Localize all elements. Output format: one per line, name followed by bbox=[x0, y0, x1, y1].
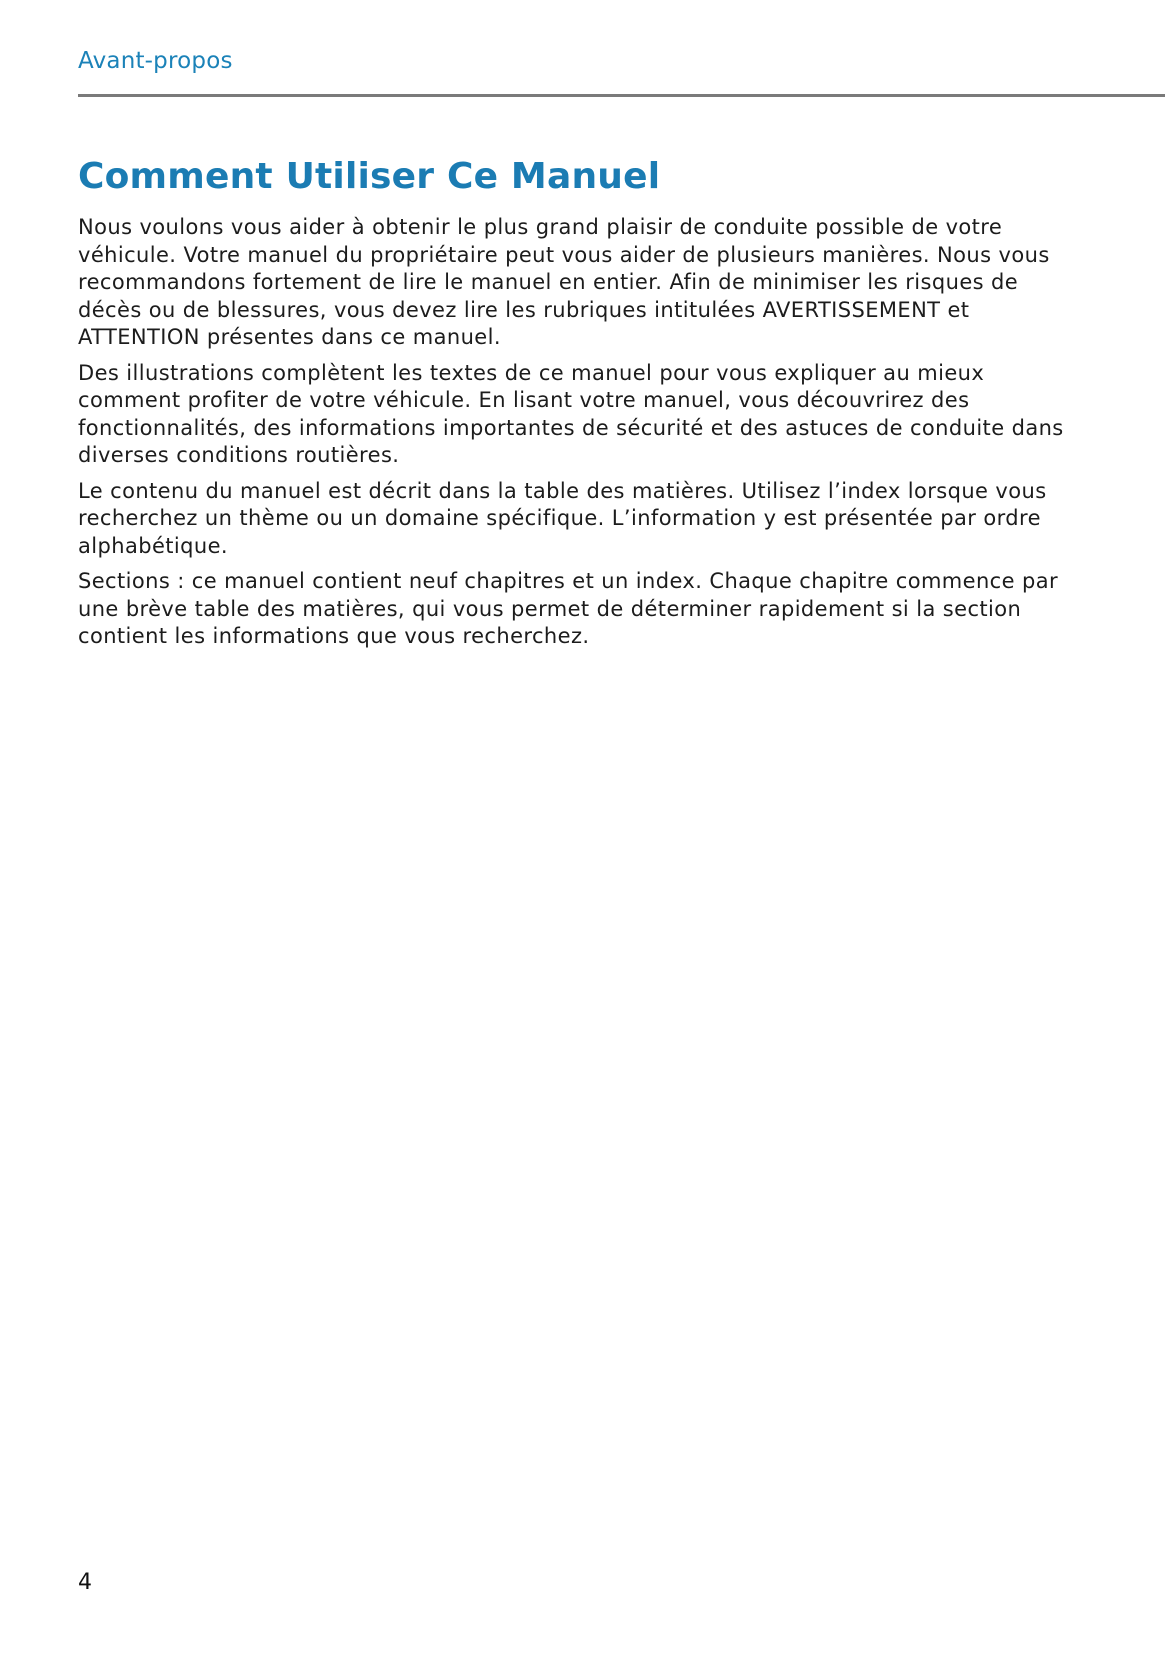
page-title: Comment Utiliser Ce Manuel bbox=[78, 156, 661, 197]
page-number: 4 bbox=[78, 1570, 92, 1595]
running-header-section: Avant-propos bbox=[78, 48, 233, 74]
paragraph-sections: Sections : ce manuel contient neuf chapitres et un index. Chaque chapitre commence par une brève table des matières, qui vous permet de déterminer rapidement si la section contient les informations que vous recherchez. bbox=[78, 569, 1059, 648]
paragraph-contents: Le contenu du manuel est décrit dans la table des matières. Utilisez l’index lorsque vous recherchez un thème ou un domaine spécifique. L’information y est présentée par ordre alphabétique. bbox=[78, 478, 1047, 558]
paragraph-intro: Nous voulons vous aider à obtenir le plus grand plaisir de conduite possible de votre véhicule. Votre manuel du propriétaire peut vous aider de plusieurs manières. Nous vous recommandons fortement de lire le manuel en entier. Afin de minimiser les risques de décès ou de blessures, vous devez lire les rubriques intitulées AVERTISSEMENT et ATTENTION présentes dans ce manuel. bbox=[78, 215, 1050, 349]
header-divider bbox=[78, 94, 1165, 97]
paragraph-illustrations: Des illustrations complètent les textes de ce manuel pour vous expliquer au mieux comment profiter de votre véhicule. En lisant votre manuel, vous découvrirez des fonctionnalités, des informations importantes de sécurité et des astuces de conduite dans diverses conditions routières. bbox=[78, 360, 1064, 467]
body-text bbox=[78, 214, 1078, 659]
